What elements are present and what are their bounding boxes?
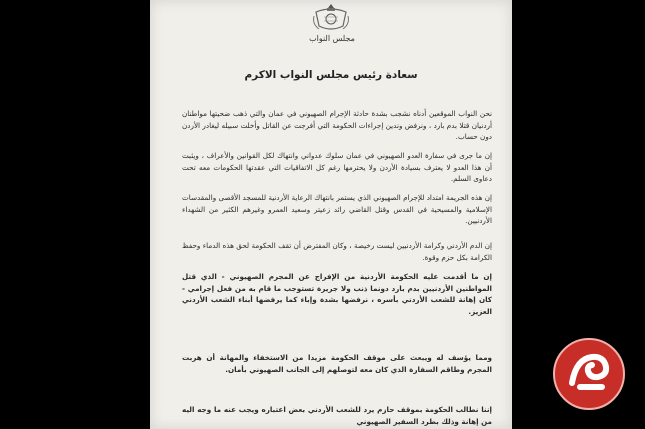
paragraph-7: إننا نطالب الحكومة بموقف حازم يرد للشعب الأردني بعض اعتباره ويجب عنه ما وجه اليه من إهانة وذلك بطرد السفير الصهيوني <box>182 405 492 426</box>
paragraph-2: إن ما جرى في سفارة العدو الصهيوني في عمان سلوك عدواني وانتهاك لكل القوانين والأعراف ، ويثبت أن هذا العدو لا يعترف بسيادة الأردن ولا يحترمها رغم كل الاتفاقيات التي عقدتها الحكومات معه تحت دعاوى السلم. <box>182 151 492 183</box>
palestine-flag-logo-icon <box>552 337 626 411</box>
paragraph-5: إن ما أقدمت عليه الحكومة الأردنية من الإفراج عن المجرم الصهيوني - الذي قتل المواطنين الأردنيين بدم بارد دونما ذنب ولا جريرة تستوجب ما قام به من فعل إجرامي - كان إهانة للشعب الأردني بأسره ، نرفضها بشدة وإباء كما يرفضها أبناء الشعب الأردني العزيز. <box>182 272 492 316</box>
paragraph-1: نحن النواب الموقعين أدناه نشجب بشدة حادثة الإجرام الصهيوني في عمان والتي ذهب ضحيتها مواطنان أردنيان قتلا بدم بارد ، ونرفض وندين إجراءات الحكومة التي أفرجت عن القاتل وأخلت سبيله ليغادر الأردن دون حساب. <box>182 109 492 141</box>
paragraph-3: إن هذه الجريمة امتداد للإجرام الصهيوني الذي يستمر بانتهاك الرعاية الأردنية للمسجد الأقصى والمقدسات الإسلامية والمسيحية في القدس وقتل القاضي رائد زعيتر وسعيد العمرو وغيرهم الكثير من الشهداء الأردنيين. <box>182 193 492 225</box>
jordan-coat-of-arms-icon <box>310 2 352 32</box>
letter-page <box>150 0 512 429</box>
institution-name: مجلس النواب <box>309 34 355 43</box>
paragraph-4: إن الدم الأردني وكرامة الأردنيين ليست رخيصة ، وكان المفترض أن تقف الحكومة لحق هذه الدماء وحفظ الكرامة بكل حزم وقوة. <box>182 241 492 262</box>
paragraph-6: ومما يؤسف له ويبعث على موقف الحكومة مزيدا من الاستخفاء والمهانة أن هربت المجرم وطاقم السفارة الذي كان معه لتوصلهم إلى الجانب الصهيوني بأمان. <box>182 353 492 374</box>
salutation-heading: سعادة رئيس مجلس النواب الاكرم <box>244 69 418 81</box>
